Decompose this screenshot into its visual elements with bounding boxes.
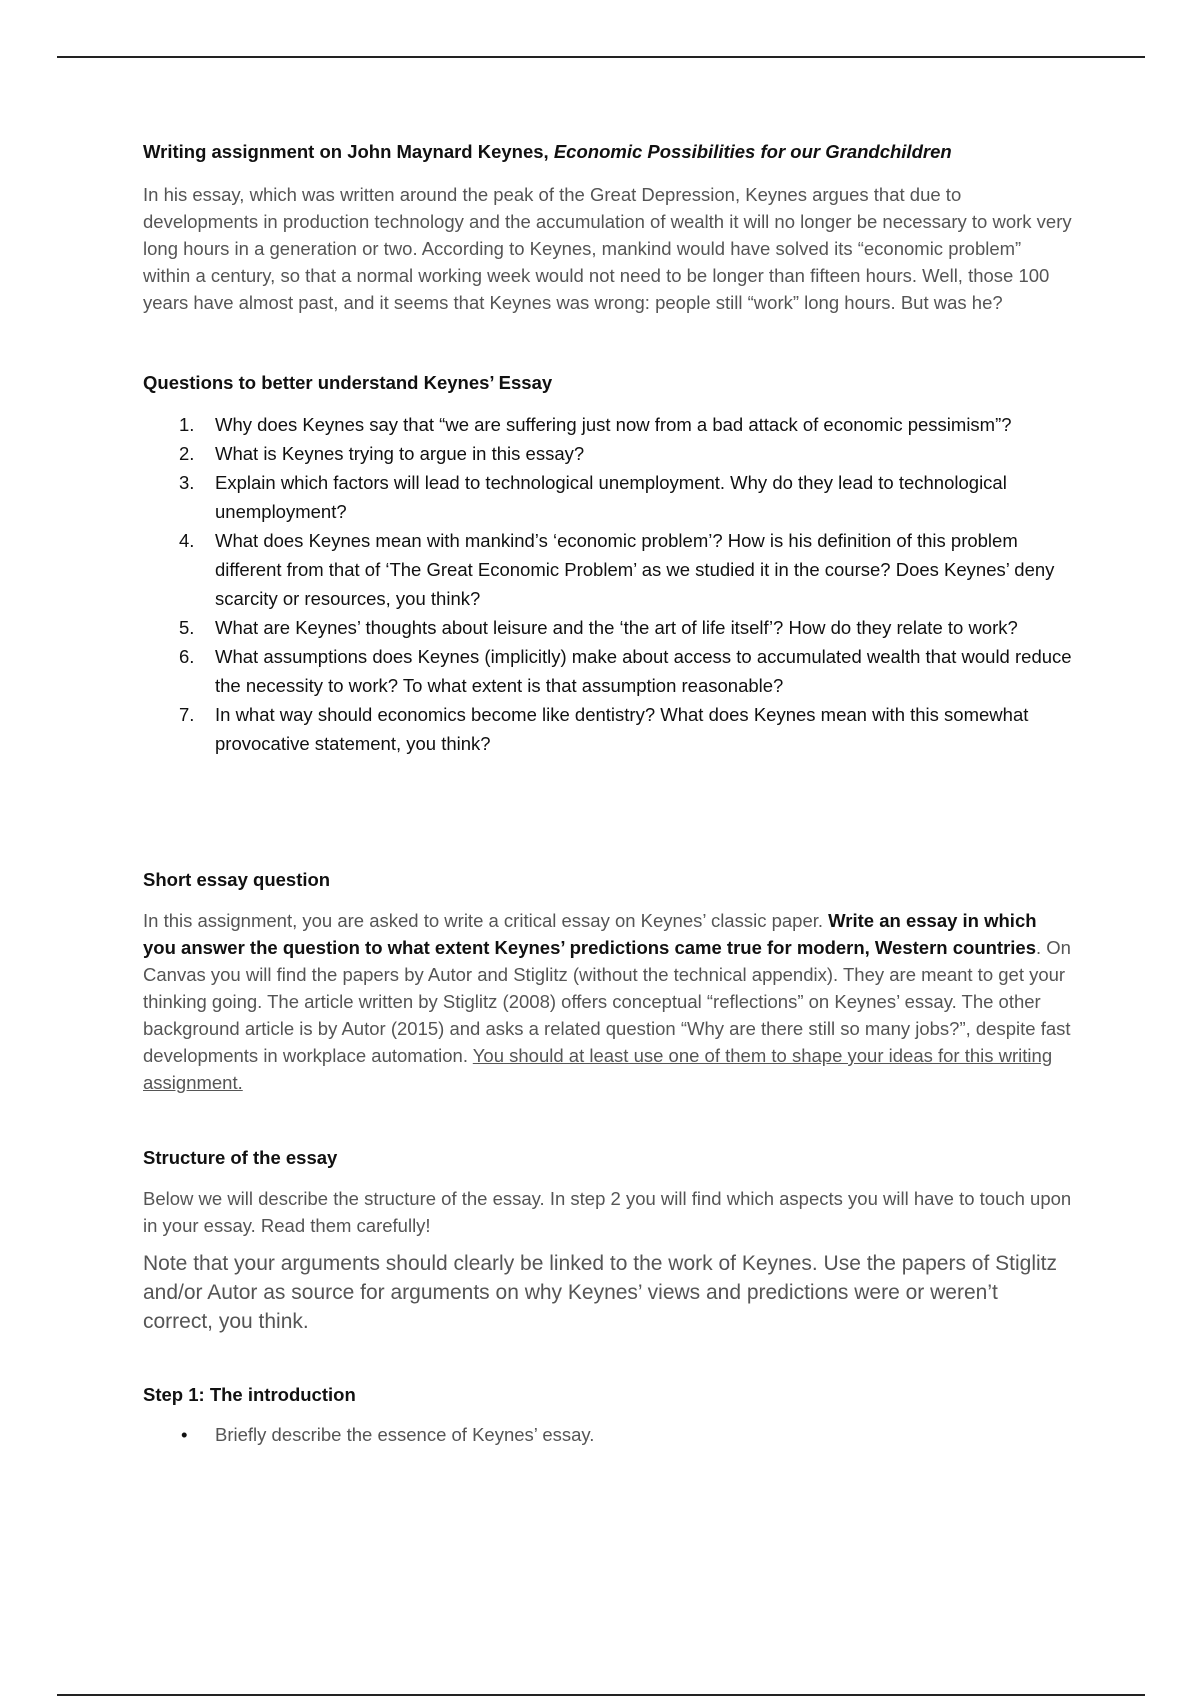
bottom-rule xyxy=(57,1694,1145,1696)
document-title xyxy=(143,140,1073,164)
step1-heading: Step 1: The introduction xyxy=(143,1384,356,1405)
list-item xyxy=(143,700,1073,758)
short-essay-text-middle: . On Canvas you will find the papers by Autor and Stiglitz (without the technical appendix). They are meant to get your thinking going. The article written by Stiglitz (2008) offers conceptual “reflections” on Keynes’ essay. The other background article is by Autor (2015) and asks a related question “Why are there still so many jobs?”, despite fast developments in workplace automation. xyxy=(143,937,1071,1066)
question-text: What does Keynes mean with mankind’s ‘economic problem’? How is his definition of this problem different from that of ‘The Great Economic Problem’ as we studied it in the course? Does Keynes’ deny scarcity or resources, you think? xyxy=(215,530,1055,609)
short-essay-text-start: In this assignment, you are asked to write a critical essay on Keynes’ classic paper. xyxy=(143,910,829,931)
question-text: What are Keynes’ thoughts about leisure and the ‘the art of life itself’? How do they relate to work? xyxy=(215,617,1018,638)
question-text: Why does Keynes say that “we are suffering just now from a bad attack of economic pessimism”? xyxy=(215,414,1012,435)
short-essay-heading: Short essay question xyxy=(143,869,331,890)
questions-list xyxy=(143,410,1073,758)
short-essay-text-underline: You should at least use one of them to shape your ideas for this writing assignment. xyxy=(143,1045,1053,1093)
list-item xyxy=(143,468,1073,526)
question-text: What is Keynes trying to argue in this essay? xyxy=(215,443,585,464)
bullet-icon: • xyxy=(181,1424,188,1445)
step1-item-text: Briefly describe the essence of Keynes’ essay. xyxy=(215,1424,595,1445)
question-number: 3. xyxy=(179,472,195,493)
list-item xyxy=(143,613,1073,642)
question-number: 4. xyxy=(179,530,195,551)
short-essay-text-bold: Write an essay in which you answer the question to what extent Keynes’ predictions came true for modern, Western countries xyxy=(143,910,1037,958)
question-number: 1. xyxy=(179,414,195,435)
question-number: 7. xyxy=(179,704,195,725)
question-number: 5. xyxy=(179,617,195,638)
document-page xyxy=(143,140,1073,1448)
question-text: In what way should economics become like dentistry? What does Keynes mean with this somewhat provocative statement, you think? xyxy=(215,704,1029,754)
top-rule xyxy=(57,56,1145,58)
step1-list xyxy=(143,1421,1073,1448)
questions-heading: Questions to better understand Keynes’ Essay xyxy=(143,372,553,393)
list-item xyxy=(143,410,1073,439)
title-main: Writing assignment on John Maynard Keynes, xyxy=(143,141,554,162)
list-item xyxy=(143,439,1073,468)
list-item xyxy=(143,642,1073,700)
intro-paragraph: In his essay, which was written around the peak of the Great Depression, Keynes argues that due to developments in production technology and the accumulation of wealth it will no longer be necessary to work very long hours in a generation or two. According to Keynes, mankind would have solved its “economic problem” within a century, so that a normal working week would not need to be longer than fifteen hours. Well, those 100 years have almost past, and it seems that Keynes was wrong: people still “work” long hours. But was he? xyxy=(143,184,1072,313)
list-item xyxy=(143,1421,1073,1448)
question-text: Explain which factors will lead to technological unemployment. Why do they lead to technological unemployment? xyxy=(215,472,1007,522)
question-number: 6. xyxy=(179,646,195,667)
question-number: 2. xyxy=(179,443,195,464)
structure-note: Note that your arguments should clearly be linked to the work of Keynes. Use the papers of Stiglitz and/or Autor as source for arguments on why Keynes’ views and predictions were or weren’t correct, you think. xyxy=(143,1252,1057,1333)
title-italic: Economic Possibilities for our Grandchildren xyxy=(553,141,952,162)
list-item xyxy=(143,526,1073,613)
question-text: What assumptions does Keynes (implicitly) make about access to accumulated wealth that would reduce the necessity to work? To what extent is that assumption reasonable? xyxy=(215,646,1072,696)
structure-paragraph: Below we will describe the structure of the essay. In step 2 you will find which aspects you will have to touch upon in your essay. Read them carefully! xyxy=(143,1188,1072,1236)
structure-heading: Structure of the essay xyxy=(143,1147,338,1168)
short-essay-paragraph xyxy=(143,907,1073,1096)
